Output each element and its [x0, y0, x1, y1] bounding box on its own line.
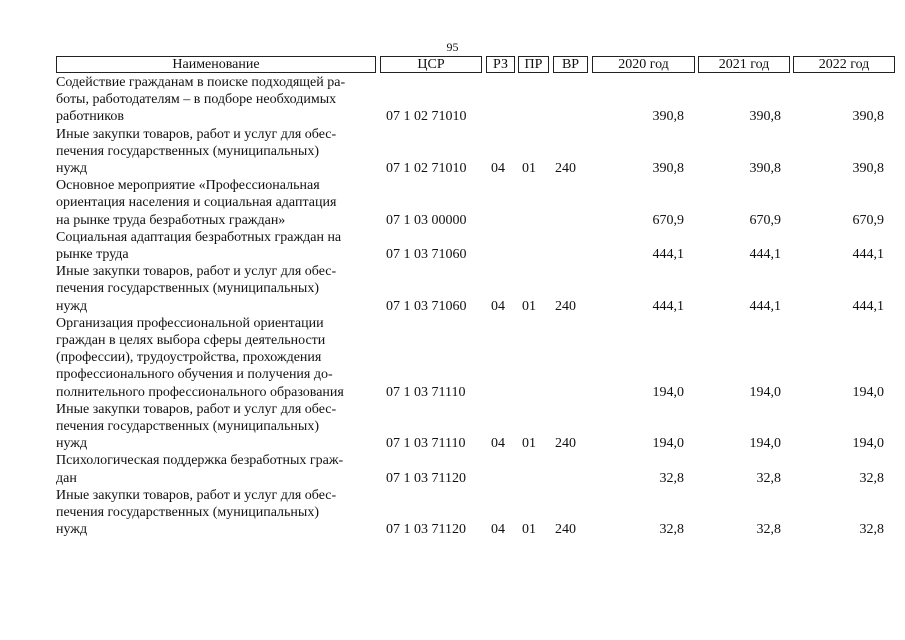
row-name: [56, 74, 374, 126]
page-number: 95: [446, 40, 459, 54]
row-2022: 444,1: [852, 247, 884, 263]
row-name: [56, 177, 374, 229]
row-vr: 240: [555, 522, 576, 538]
row-2021: 194,0: [749, 436, 781, 452]
row-2020: 390,8: [652, 161, 684, 177]
row-rz: 04: [491, 161, 505, 177]
header-2022: 2022 год: [793, 56, 895, 73]
row-2022: 390,8: [852, 109, 884, 125]
header-rz: РЗ: [486, 56, 515, 73]
table-row: [56, 126, 896, 178]
row-name: [56, 315, 374, 401]
row-csr: 07 1 02 71010: [386, 109, 467, 125]
row-csr: 07 1 03 71120: [386, 470, 466, 486]
header-2020: 2020 год: [592, 56, 695, 73]
row-2021: 390,8: [749, 109, 781, 125]
row-name-line: нужд: [56, 298, 88, 314]
row-rz: 04: [491, 436, 505, 452]
row-name-line: полнительного профессионального образования: [56, 384, 344, 400]
row-2022: 670,9: [852, 212, 884, 228]
row-csr: 07 1 03 71120: [386, 522, 466, 538]
row-2020: 32,8: [659, 522, 684, 538]
row-2020: 444,1: [652, 298, 684, 314]
row-2020: 444,1: [652, 247, 684, 263]
row-name: [56, 263, 374, 315]
header-pr: ПР: [518, 56, 549, 73]
row-name-line: боты, работодателям – в подборе необходимых: [56, 92, 337, 108]
row-name-line: Иные закупки товаров, работ и услуг для обес-: [56, 126, 337, 142]
header-2021: 2021 год: [698, 56, 790, 73]
row-name-line: Организация профессиональной ориентации: [56, 315, 324, 331]
row-csr: 07 1 02 71010: [386, 161, 467, 177]
row-csr: 07 1 03 71110: [386, 436, 466, 452]
row-name-line: нужд: [56, 522, 88, 538]
row-2020: 390,8: [652, 109, 684, 125]
table-row: [56, 263, 896, 315]
row-2022: 390,8: [852, 161, 884, 177]
row-name: [56, 401, 374, 453]
row-2021: 194,0: [749, 384, 781, 400]
row-name-line: печения государственных (муниципальных): [56, 281, 319, 297]
row-csr: 07 1 03 71060: [386, 247, 467, 263]
row-name-line: печения государственных (муниципальных): [56, 419, 319, 435]
header-name: Наименование: [56, 56, 376, 73]
row-2022: 32,8: [859, 470, 884, 486]
table-row: [56, 452, 896, 486]
row-name-line: профессионального обучения и получения до-: [56, 367, 333, 383]
table-row: [56, 401, 896, 453]
row-name-line: печения государственных (муниципальных): [56, 143, 319, 159]
row-2022: 194,0: [852, 436, 884, 452]
row-pr: 01: [522, 298, 536, 314]
row-name: [56, 452, 374, 486]
row-csr: 07 1 03 71110: [386, 384, 466, 400]
row-name-line: (профессии), трудоустройства, прохождения: [56, 350, 322, 366]
row-2021: 390,8: [749, 161, 781, 177]
row-name-line: нужд: [56, 436, 88, 452]
row-csr: 07 1 03 71060: [386, 298, 467, 314]
header-vr: ВР: [553, 56, 588, 73]
row-name-line: рынке труда: [56, 247, 129, 263]
table-body: [56, 74, 896, 538]
row-name-line: Иные закупки товаров, работ и услуг для обес-: [56, 487, 337, 503]
row-name-line: на рынке труда безработных граждан»: [56, 212, 286, 228]
row-csr: 07 1 03 00000: [386, 212, 467, 228]
row-name: [56, 229, 374, 263]
row-rz: 04: [491, 522, 505, 538]
row-name: [56, 487, 374, 539]
row-pr: 01: [522, 522, 536, 538]
row-rz: 04: [491, 298, 505, 314]
row-2021: 670,9: [749, 212, 781, 228]
row-name-line: Иные закупки товаров, работ и услуг для обес-: [56, 401, 337, 417]
table-row: [56, 315, 896, 401]
row-name-line: Психологическая поддержка безработных граж-: [56, 453, 344, 469]
row-2022: 194,0: [852, 384, 884, 400]
table-row: [56, 229, 896, 263]
row-vr: 240: [555, 161, 576, 177]
row-2021: 32,8: [756, 470, 781, 486]
row-name: [56, 126, 374, 178]
row-2020: 670,9: [652, 212, 684, 228]
row-name-line: Иные закупки товаров, работ и услуг для обес-: [56, 264, 337, 280]
row-2020: 32,8: [659, 470, 684, 486]
header-csr: ЦСР: [380, 56, 482, 73]
row-name-line: граждан в целях выбора сферы деятельности: [56, 333, 326, 349]
row-name-line: нужд: [56, 161, 88, 177]
row-2021: 444,1: [749, 298, 781, 314]
row-name-line: печения государственных (муниципальных): [56, 505, 319, 521]
table-row: [56, 487, 896, 539]
row-name-line: работников: [56, 109, 124, 125]
row-2022: 32,8: [859, 522, 884, 538]
row-name-line: дан: [56, 470, 77, 486]
row-2020: 194,0: [652, 384, 684, 400]
row-vr: 240: [555, 298, 576, 314]
row-pr: 01: [522, 161, 536, 177]
row-pr: 01: [522, 436, 536, 452]
row-name-line: Содействие гражданам в поиске подходящей ра-: [56, 75, 346, 90]
row-name-line: ориентация населения и социальная адаптация: [56, 195, 337, 211]
row-name-line: Социальная адаптация безработных граждан на: [56, 229, 342, 245]
row-name-line: Основное мероприятие «Профессиональная: [56, 178, 320, 194]
row-2022: 444,1: [852, 298, 884, 314]
table-row: [56, 177, 896, 229]
table-row: [56, 74, 896, 126]
row-2021: 444,1: [749, 247, 781, 263]
row-2021: 32,8: [756, 522, 781, 538]
row-2020: 194,0: [652, 436, 684, 452]
row-vr: 240: [555, 436, 576, 452]
